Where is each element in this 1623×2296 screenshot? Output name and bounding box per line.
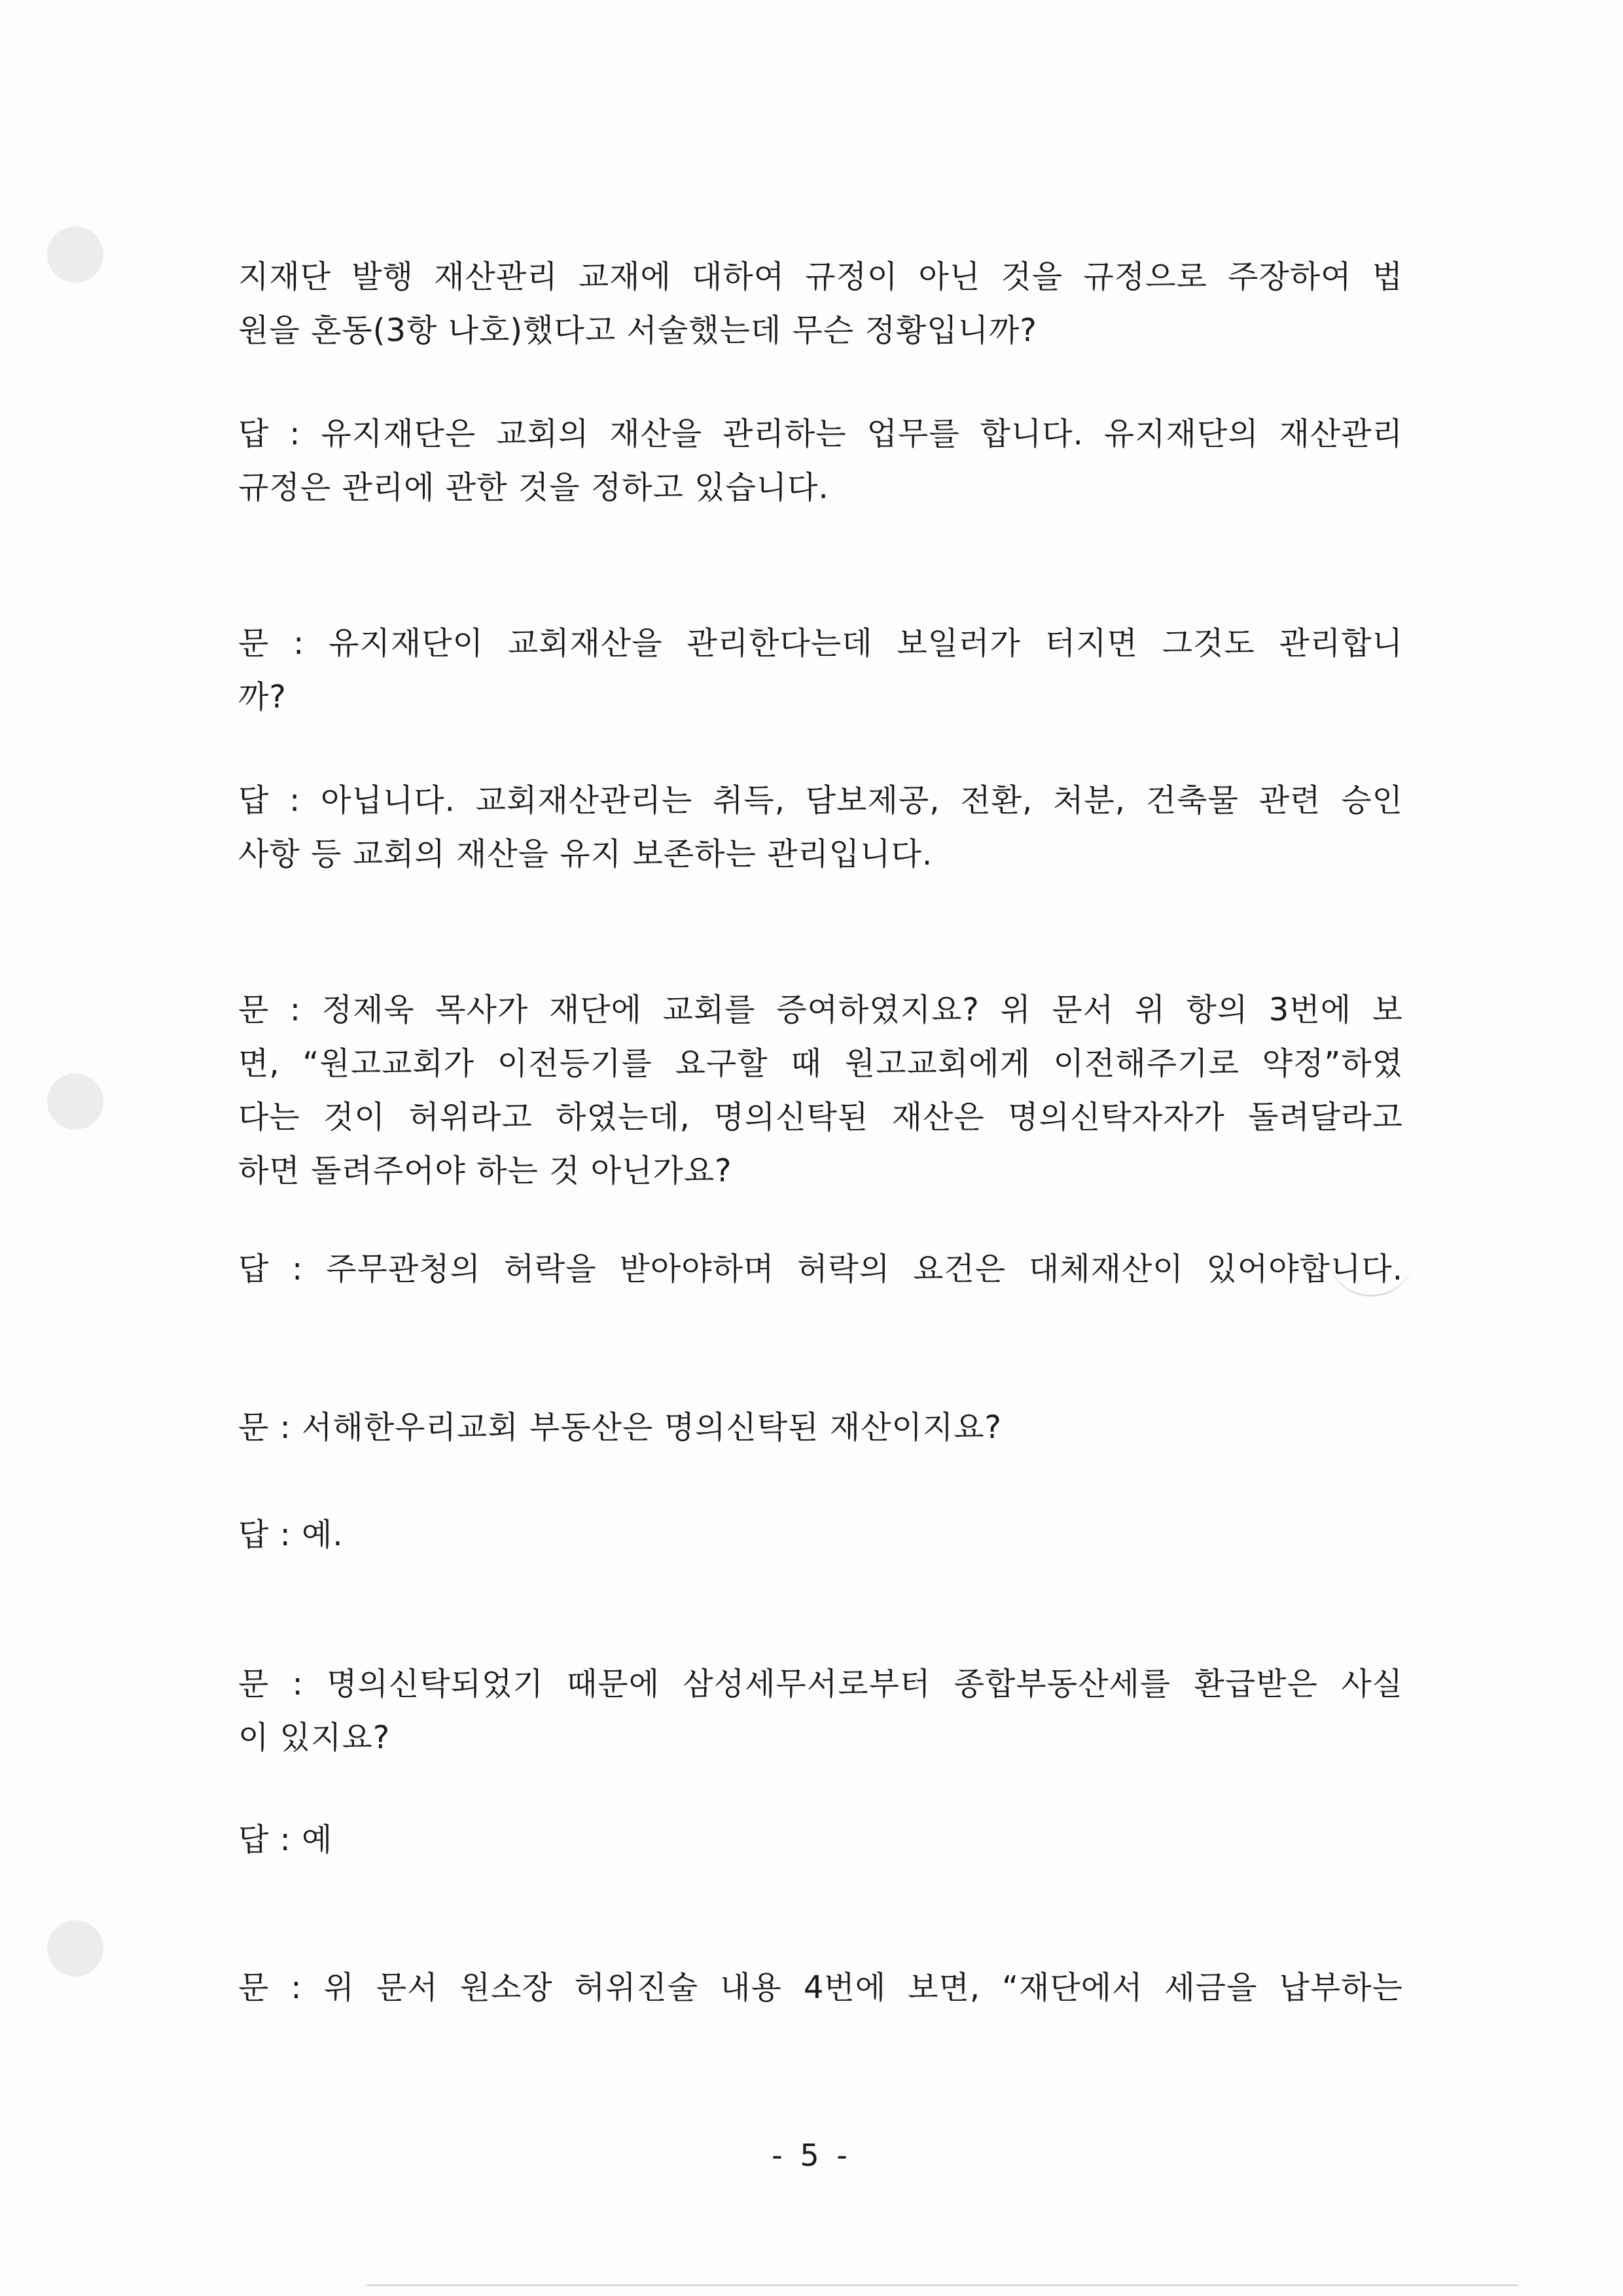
binder-hole-mark — [47, 1073, 103, 1130]
paragraph-answer — [238, 1242, 1403, 1296]
text-line: 문 : 서해한우리교회 부동산은 명의신탁된 재산이지요? — [238, 1409, 1003, 1446]
paragraph-answer — [238, 1813, 1403, 1867]
binder-hole-mark — [47, 1920, 103, 1977]
paragraph-question — [238, 983, 1403, 1198]
text-line: 하면 돌려주어야 하는 것 아닌가요? — [238, 1153, 732, 1189]
text-line: 문 : 유지재단이 교회재산을 관리한다는데 보일러가 터지면 그것도 관리합니 — [238, 625, 1403, 662]
paragraph-answer — [238, 407, 1403, 514]
paragraph-answer — [238, 1508, 1403, 1562]
paragraph-question — [238, 617, 1403, 724]
text-line: 다는 것이 허위라고 하였는데, 명의신탁된 재산은 명의신탁자자가 돌려달라고 — [238, 1099, 1403, 1136]
text-line: 까? — [238, 679, 287, 715]
text-line: 답 : 예 — [238, 1821, 333, 1858]
text-line: 면, “원고교회가 이전등기를 요구할 때 원고교회에게 이전해주기로 약정”하였 — [238, 1045, 1403, 1082]
binder-hole-mark — [47, 226, 103, 283]
text-line: 답 : 예. — [238, 1516, 344, 1553]
text-line: 문 : 정제욱 목사가 재단에 교회를 증여하였지요? 위 문서 위 항의 3번에 보 — [238, 992, 1403, 1028]
text-line: 문 : 위 문서 원소장 허위진술 내용 4번에 보면, “재단에서 세금을 납부하는 — [238, 1969, 1403, 2006]
text-line: 답 : 유지재단은 교회의 재산을 관리하는 업무를 합니다. 유지재단의 재산관리 — [238, 416, 1403, 452]
paragraph-question — [238, 1401, 1403, 1454]
paragraph-answer — [238, 774, 1403, 881]
text-line: 이 있지요? — [238, 1719, 391, 1756]
text-line: 사항 등 교회의 재산을 유지 보존하는 관리입니다. — [238, 836, 933, 872]
paragraph-question — [238, 1961, 1403, 2015]
text-line: 답 : 아닙니다. 교회재산관리는 취득, 담보제공, 전환, 처분, 건축물 관련 승인 — [238, 782, 1403, 819]
page-number: - 5 - — [772, 2138, 851, 2173]
text-line: 지재단 발행 재산관리 교재에 대하여 규정이 아닌 것을 규정으로 주장하여 법 — [238, 259, 1403, 295]
text-line: 문 : 명의신탁되었기 때문에 삼성세무서로부터 종합부동산세를 환급받은 사실 — [238, 1666, 1403, 1702]
text-line: 규정은 관리에 관한 것을 정하고 있습니다. — [238, 469, 829, 506]
paragraph-question-continuation — [238, 250, 1403, 357]
paragraph-question — [238, 1657, 1403, 1765]
scan-edge-line — [366, 2284, 1518, 2286]
text-line: 답 : 주무관청의 허락을 받아야하며 허락의 요건은 대체재산이 있어야합니다. — [238, 1251, 1403, 1287]
text-line: 원을 혼동(3항 나호)했다고 서술했는데 무슨 정황입니까? — [238, 312, 1037, 349]
